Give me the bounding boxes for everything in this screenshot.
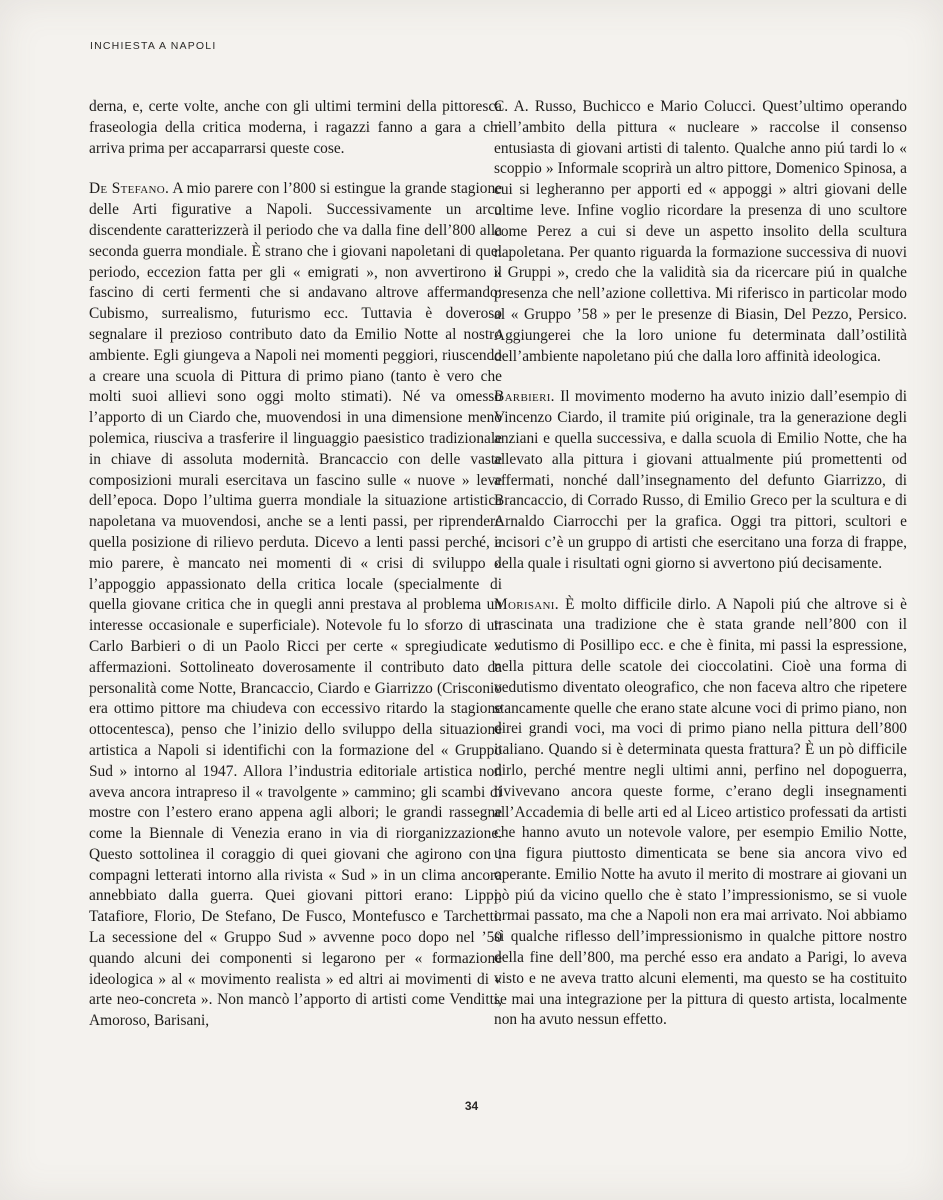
- paragraph-text: Il movimento moderno ha avuto inizio dall’esempio di Vincenzo Ciardo, il tramite piú originale, tra la generazione degli anziani e quella successiva, e dalla scuola di Emilio Notte, che ha allevato alla pittura i giovani attualmente piú promettenti od affermati, nonché dall’insegnamento del defunto Giarrizzo, di Brancaccio, di Corrado Russo, di Emilio Greco per la scultura e di Arnaldo Ciarrocchi per la grafica. Oggi tra pittori, scultori e incisori c’è un gruppo di artisti che esercitano una forza di frappe, della quale i risultati ogni giorno si avvertono piú decisamente.: [494, 388, 907, 572]
- page-number: 34: [464, 1099, 479, 1113]
- speaker-name: De Stefano.: [89, 180, 170, 198]
- paragraph-text: C. A. Russo, Buchicco e Mario Colucci. Quest’ultimo operando nell’ambito della pittura « nucleare » raccolse il consenso entusiasta di giovani artisti di talento. Qualche anno piú tardi lo « scoppio » Informale scoprirà un altro pittore, Domenico Spinosa, a cui si legheranno per apporti ed « appoggi » altri giovani delle ultime leve. Infine voglio ricordare la presenza di uno scultore come Perez a cui si deve un aspetto insolito della scultura napoletana. Per quanto riguarda la formazione successiva di nuovi « Gruppi », credo che la validità sia da ricercare piú in qualche presenza che nell’azione collettiva. Mi riferisco in particolar modo al « Gruppo ’58 » per le presenze di Biasin, Del Pezzo, Persico. Aggiungerei che la loro unione fu determinata dall’ostilità dell’ambiente napoletano piú che dalla loro affinità ideologica.: [494, 98, 907, 365]
- paragraph-barbieri: [494, 387, 907, 574]
- speaker-name: Morisani.: [494, 595, 559, 613]
- paragraph-continuation: [89, 97, 502, 159]
- paragraph-text: A mio parere con l’800 si estingue la grande stagione delle Arti figurative a Napoli. Successivamente un arco discendente caratterizzerà il periodo che va dalla fine dell’800 alla seconda guerra mondiale. È strano che i giovani napoletani di quel periodo, eccezion fatta per gli « emigrati », non avvertirono il fascino di certi fermenti che si andavano altrove affermando: Cubismo, surrealismo, futurismo ecc. Tuttavia è doveroso segnalare il prezioso contributo dato da Emilio Notte al nostro ambiente. Egli giungeva a Napoli nei momenti peggiori, riuscendo a creare una scuola di Pittura di primo piano (tanto è vero che molti suoi allievi sono oggi molto stimati). Né va omesso l’apporto di un Ciardo che, muovendosi in una dimensione meno polemica, riusciva a trasferire il linguaggio paesistico tradizionale in chiave di assoluta modernità. Brancaccio con delle vaste composizioni murali esercitava un fascino sulle « nuove » leve dell’epoca. Dopo l’ultima guerra mondiale la situazione artistica napoletana va muovendosi, anche se a lenti passi, per riprendere quella posizione di rilievo perduta. Dicevo a lenti passi perché, a mio parere, è mancato nei momenti di « crisi di sviluppo » l’appoggio appassionato della critica locale (specialmente di quella giovane critica che in quegli anni prestava al problema un interesse occasionale e superficiale). Notevole fu lo sforzo di un Carlo Barbieri o di un Paolo Ricci per certe « spregiudicate » affermazioni. Sottolineato doverosamente il contributo dato da personalità come Notte, Brancaccio, Ciardo e Giarrizzo (Crisconio era ottimo pittore ma chiudeva con eccessivo ritardo la stagione ottocentesca), penso che l’inizio dello sviluppo della situazione artistica a Napoli si identifichi con la formazione del « Gruppo Sud » intorno al 1947. Allora l’industria editoriale artistica non aveva ancora intrapreso il « travolgente » cammino; gli scambi di mostre con l’estero erano appena agli albori; le grandi rassegne come la Biennale di Venezia erano in via di riorganizzazione. Questo sottolinea il coraggio di quei giovani che agirono con i compagni letterati intorno alla rivista « Sud » in un clima ancora annebbiato dalla guerra. Quei giovani pittori erano: Lippi, Tatafiore, Florio, De Stefano, De Fusco, Montefusco e Tarchetti. La secessione del « Gruppo Sud » avvenne poco dopo nel ’50 quando alcuni dei componenti si legarono per « formazione ideologica » al « movimento realista » ed altri ai movimenti di « arte neo-concreta ». Non mancò l’apporto di artisti come Venditti, Amoroso, Barisani,: [89, 180, 502, 1030]
- right-column: [494, 97, 907, 1051]
- left-column: [89, 97, 502, 1052]
- paragraph-de-stefano: [89, 179, 502, 1032]
- running-head: INCHIESTA A NAPOLI: [90, 40, 217, 52]
- paragraph-text: È molto difficile dirlo. A Napoli piú che altrove si è trascinata una tradizione che è stata grande nell’800 con il vedutismo di Posillipo ecc. e che è finita, mi passi la espressione, nella pittura delle scatole dei cioccolatini. Cioè una forma di vedutismo diventato oleografico, che non faceva altro che ripetere stancamente quelle che erano state alcune voci di primo piano, non direi grandi voci, ma voci di primo piano nella pittura dell’800 italiano. Quando si è determinata questa frattura? È un pò difficile dirlo, perché mentre negli ultimi anni, perfino nel dopoguerra, rivivevano ancora queste forme, c’erano degli insegnamenti all’Accademia di belle arti ed al Liceo artistico professati da artisti che hanno avuto un notevole valore, per esempio Emilio Notte, una figura piuttosto dimenticata se bene sia ancora vivo ed operante. Emilio Notte ha avuto il merito di mostrare ai giovani un pò piú da vicino quello che è stato l’impressionismo, se si vuole ormai passato, ma che a Napoli non era mai arrivato. Noi abbiamo sì qualche riflesso dell’impressionismo in qualche pittore nostro della fine dell’800, ma perché esso era andato a Parigi, lo aveva visto e ne aveva tratto alcuni elementi, ma questo se ha costituito se mai una integrazione per la pittura di questo artista, localmente non ha avuto nessun effetto.: [494, 595, 907, 1029]
- speaker-name: Barbieri.: [494, 388, 555, 406]
- paragraph-morisani: [494, 595, 907, 1032]
- paragraph-text: derna, e, certe volte, anche con gli ultimi termini della pittoresca fraseologia della critica moderna, i ragazzi fanno a gara a chi arriva prima per accaparrarsi queste cose.: [89, 98, 502, 157]
- paragraph-continuation: [494, 97, 907, 367]
